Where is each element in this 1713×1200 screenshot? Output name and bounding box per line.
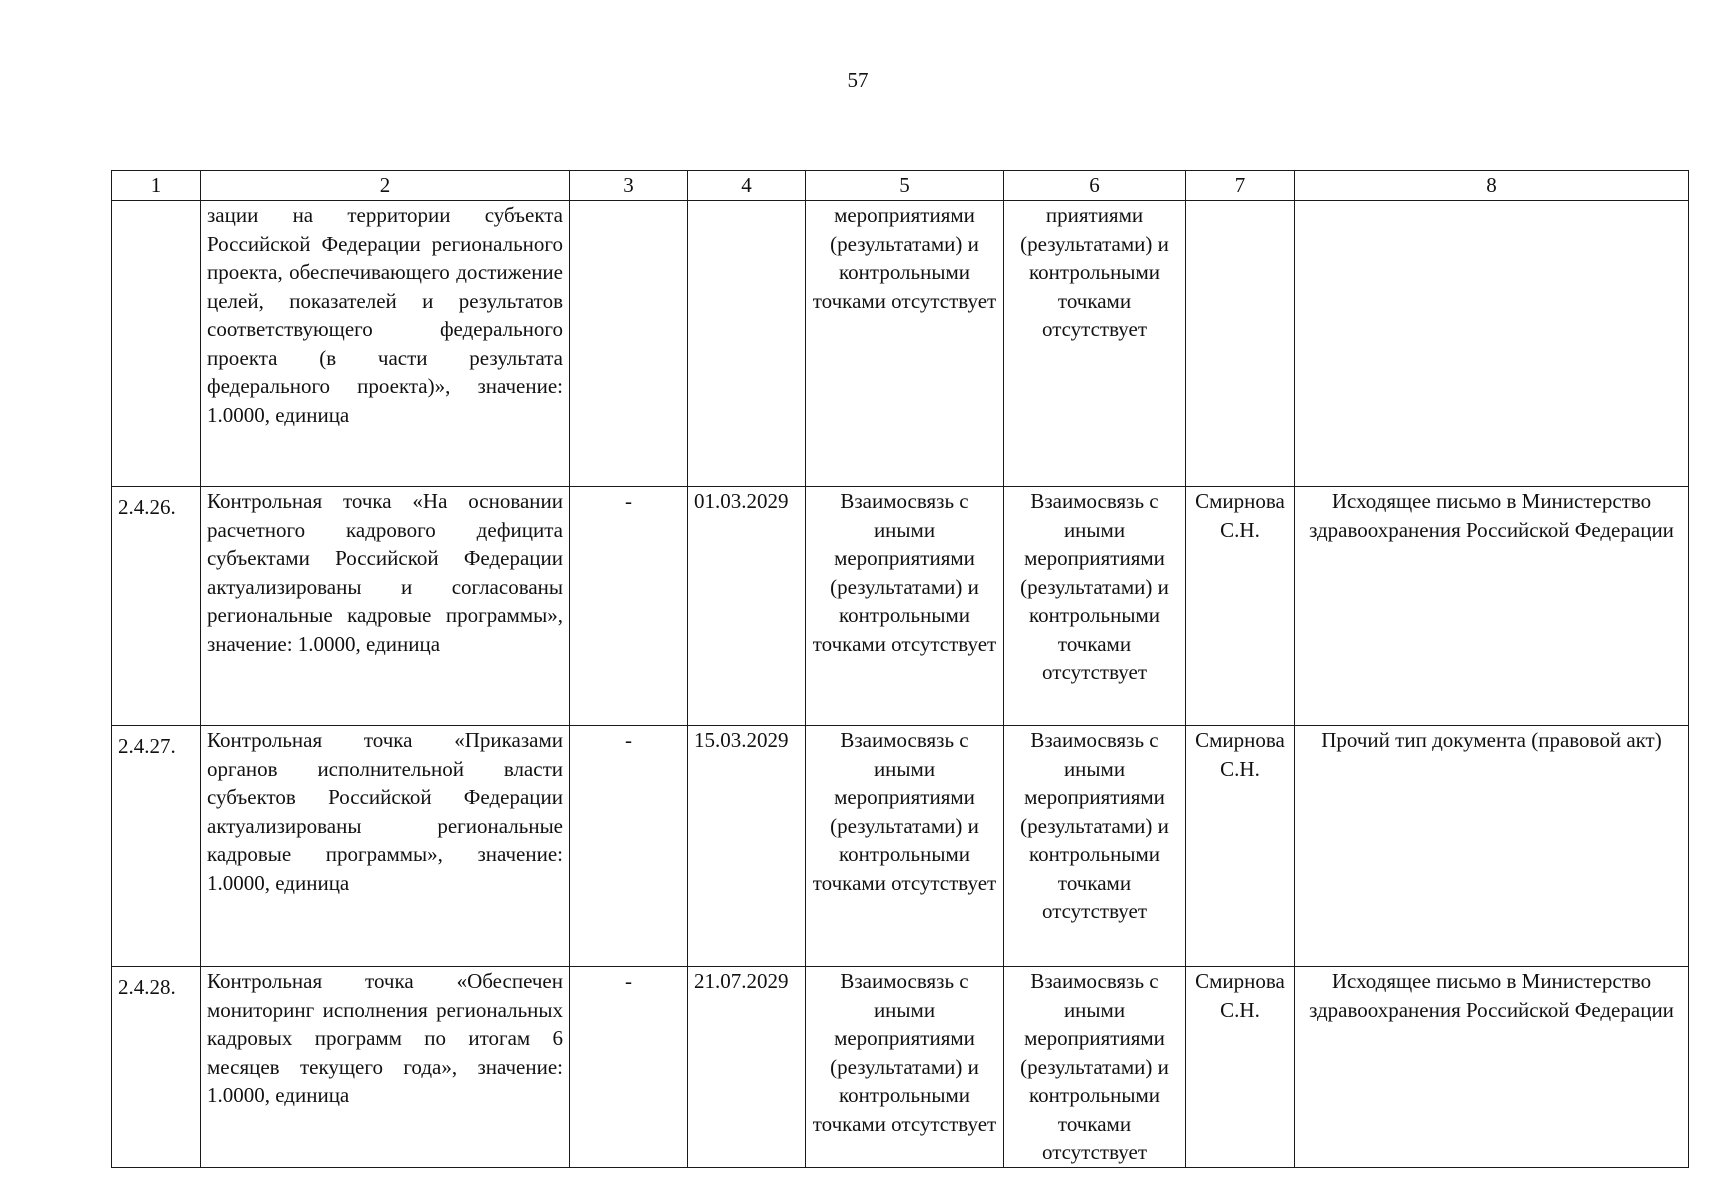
row-col3: - — [570, 967, 688, 1168]
row-col6: Взаимосвязь с иными мероприятиями (результатами) и контрольными точками отсутствует — [1004, 967, 1186, 1168]
column-header: 5 — [806, 171, 1004, 201]
row-date: 01.03.2029 — [688, 487, 806, 726]
table-row — [112, 726, 1689, 967]
column-header: 3 — [570, 171, 688, 201]
row-number — [112, 201, 201, 487]
column-header: 6 — [1004, 171, 1186, 201]
column-header: 4 — [688, 171, 806, 201]
row-col5: мероприятиями (результатами) и контрольными точками отсутствует — [806, 201, 1004, 487]
row-number: 2.4.28. — [112, 967, 201, 1168]
column-header: 7 — [1186, 171, 1295, 201]
row-responsible — [1186, 201, 1295, 487]
row-number: 2.4.27. — [112, 726, 201, 967]
row-document: Исходящее письмо в Министерство здравоохранения Российской Федерации — [1295, 487, 1689, 726]
row-responsible: Смирнова С.Н. — [1186, 967, 1295, 1168]
row-col5: Взаимосвязь с иными мероприятиями (результатами) и контрольными точками отсутствует — [806, 487, 1004, 726]
row-responsible: Смирнова С.Н. — [1186, 726, 1295, 967]
column-header: 8 — [1295, 171, 1689, 201]
page-number: 57 — [847, 68, 869, 92]
row-col5: Взаимосвязь с иными мероприятиями (результатами) и контрольными точками отсутствует — [806, 726, 1004, 967]
row-document — [1295, 201, 1689, 487]
row-col3: - — [570, 487, 688, 726]
row-responsible: Смирнова С.Н. — [1186, 487, 1295, 726]
row-description: зации на территории субъекта Российской Федерации регионального проекта, обеспечивающего достижение целей, показателей и результатов соответствующего федерального проекта (в части результата федерального проекта)», значение: 1.0000, единица — [201, 201, 570, 487]
row-col6: Взаимосвязь с иными мероприятиями (результатами) и контрольными точками отсутствует — [1004, 726, 1186, 967]
row-document: Прочий тип документа (правовой акт) — [1295, 726, 1689, 967]
row-col3 — [570, 201, 688, 487]
row-description: Контрольная точка «Обеспечен мониторинг исполнения региональных кадровых программ по итогам 6 месяцев текущего года», значение: 1.0000, единица — [201, 967, 570, 1168]
row-col5: Взаимосвязь с иными мероприятиями (результатами) и контрольными точками отсутствует — [806, 967, 1004, 1168]
row-description: Контрольная точка «Приказами органов исполнительной власти субъектов Российской Федерации актуализированы региональные кадровые программы», значение: 1.0000, единица — [201, 726, 570, 967]
row-document: Исходящее письмо в Министерство здравоохранения Российской Федерации — [1295, 967, 1689, 1168]
table-row — [112, 487, 1689, 726]
row-date — [688, 201, 806, 487]
column-header: 2 — [201, 171, 570, 201]
table-row — [112, 201, 1689, 487]
row-date: 21.07.2029 — [688, 967, 806, 1168]
table-row — [112, 967, 1689, 1168]
column-header: 1 — [112, 171, 201, 201]
row-col3: - — [570, 726, 688, 967]
row-col6: приятиями (результатами) и контрольными точками отсутствует — [1004, 201, 1186, 487]
row-number: 2.4.26. — [112, 487, 201, 726]
row-date: 15.03.2029 — [688, 726, 806, 967]
column-number-header-row — [112, 171, 1689, 201]
row-description: Контрольная точка «На основании расчетного кадрового дефицита субъектами Российской Федерации актуализированы и согласованы региональные кадровые программы», значение: 1.0000, единица — [201, 487, 570, 726]
document-table — [111, 170, 1689, 1168]
row-col6: Взаимосвязь с иными мероприятиями (результатами) и контрольными точками отсутствует — [1004, 487, 1186, 726]
